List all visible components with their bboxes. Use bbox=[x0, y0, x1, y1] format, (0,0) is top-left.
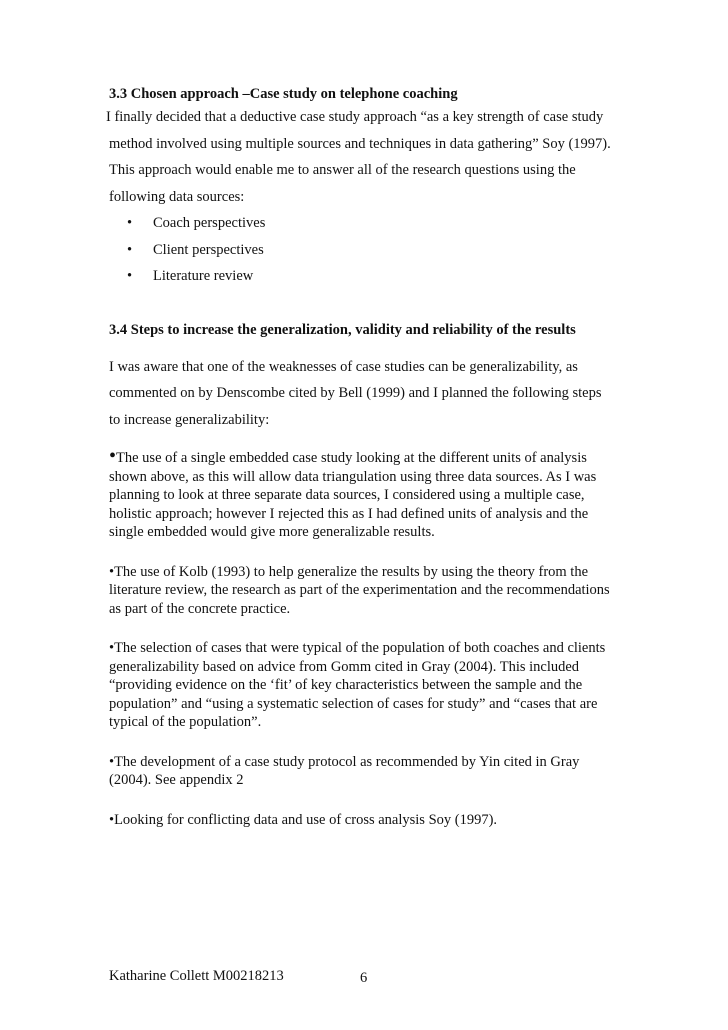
paragraph-line bbox=[109, 563, 624, 582]
bullet-icon: • bbox=[109, 563, 115, 580]
paragraph-line: single embedded would give more generalizable results. bbox=[109, 524, 435, 540]
page-content bbox=[106, 84, 624, 829]
data-sources-list bbox=[109, 210, 624, 290]
paragraph-line: following data sources: bbox=[109, 188, 245, 205]
paragraph-line: population” and “using a systematic selection of cases for study” and “cases that are bbox=[109, 695, 598, 712]
list-item-text: Client perspectives bbox=[153, 241, 264, 258]
paragraph-line: generalizability based on advice from Gomm cited in Gray (2004). This included bbox=[109, 658, 580, 675]
paragraph-line-text: The use of a single embedded case study looking at the different units of analysis bbox=[116, 450, 587, 466]
paragraph-line bbox=[109, 811, 624, 830]
bullet-icon: • bbox=[109, 640, 115, 656]
paragraph-line-text: Looking for conflicting data and use of cross analysis Soy (1997). bbox=[114, 811, 498, 828]
step-point-5 bbox=[109, 811, 624, 830]
paragraph-line: This approach would enable me to answer all of the research questions using the bbox=[109, 162, 576, 178]
step-point-1 bbox=[109, 445, 624, 542]
paragraph-line: method involved using multiple sources and techniques in data gathering” Soy (1997). bbox=[109, 135, 611, 152]
paragraph-line-text: The use of Kolb (1993) to help generalize the results by using the theory from the bbox=[114, 563, 589, 580]
step-point-3 bbox=[109, 639, 624, 732]
paragraph-line-text: The selection of cases that were typical of the population of both coaches and clients bbox=[114, 640, 606, 656]
paragraph-line: literature review, the research as part of the experimentation and the recommendations bbox=[109, 582, 610, 598]
paragraph-line: shown above, as this will allow data triangulation using three data sources. As I was bbox=[109, 468, 597, 485]
bullet-icon: • bbox=[109, 445, 117, 467]
paragraph-line-text: The development of a case study protocol as recommended by Yin cited in Gray bbox=[114, 753, 580, 770]
paragraph-line: to increase generalizability: bbox=[109, 411, 270, 428]
list-item bbox=[127, 263, 624, 290]
step-point-2 bbox=[109, 563, 624, 619]
paragraph-line: holistic approach; however I rejected this as I had defined units of analysis and the bbox=[109, 505, 589, 522]
paragraph-line bbox=[109, 753, 624, 772]
paragraph-line: (2004). See appendix 2 bbox=[109, 772, 244, 788]
section-heading-3-4: 3.4 Steps to increase the generalization, validity and reliability of the results bbox=[109, 321, 576, 338]
section-3-3-paragraph bbox=[106, 104, 624, 210]
paragraph-line: “providing evidence on the ‘fit’ of key characteristics between the sample and the bbox=[109, 677, 583, 693]
bullet-icon: • bbox=[127, 241, 133, 258]
bullet-icon: • bbox=[109, 811, 115, 828]
page-number: 6 bbox=[360, 970, 368, 986]
paragraph-line bbox=[109, 639, 624, 658]
bullet-icon: • bbox=[109, 753, 115, 770]
list-item bbox=[127, 210, 624, 237]
bullet-icon: • bbox=[127, 215, 133, 231]
paragraph-line: commented on by Denscombe cited by Bell (1999) and I planned the following steps bbox=[109, 385, 602, 401]
section-3-4-intro bbox=[109, 354, 624, 434]
list-item bbox=[127, 237, 624, 264]
footer-author: Katharine Collett M00218213 bbox=[109, 968, 284, 984]
paragraph-line: I was aware that one of the weaknesses of case studies can be generalizability, as bbox=[109, 358, 578, 375]
paragraph-line bbox=[109, 445, 624, 468]
paragraph-line: planning to look at three separate data sources, I considered using a multiple case, bbox=[109, 487, 585, 503]
step-point-4 bbox=[109, 753, 624, 790]
list-item-text: Literature review bbox=[153, 268, 254, 284]
section-heading-3-3: 3.3 Chosen approach –Case study on telephone coaching bbox=[109, 86, 458, 102]
list-item-text: Coach perspectives bbox=[153, 215, 266, 231]
paragraph-line: as part of the concrete practice. bbox=[109, 600, 291, 617]
bullet-icon: • bbox=[127, 268, 133, 284]
paragraph-line: I finally decided that a deductive case study approach “as a key strength of case study bbox=[106, 109, 604, 125]
paragraph-line: typical of the population”. bbox=[109, 714, 262, 730]
